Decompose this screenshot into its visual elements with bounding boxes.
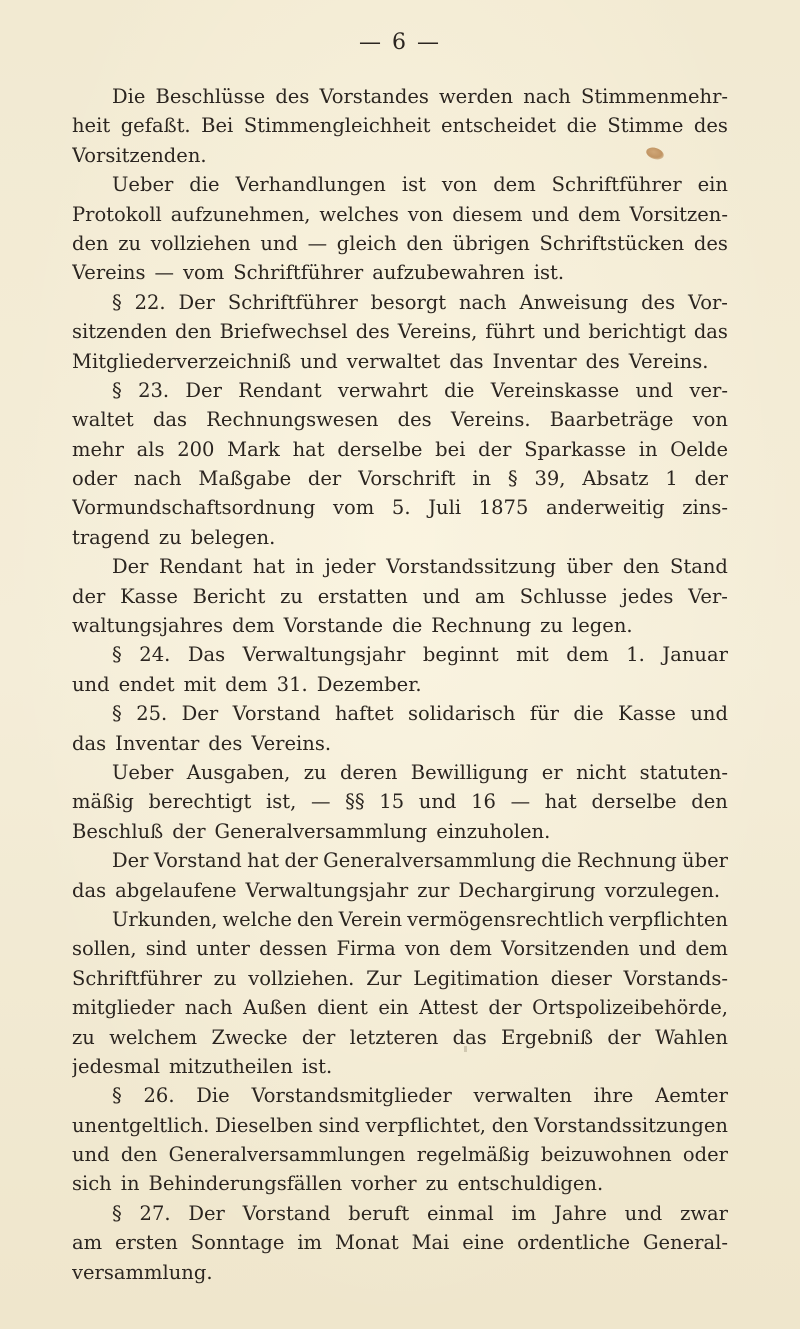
text-line: mitglieder nach Außen dient ein Attest der Ortspolizeibehörde, [72, 996, 728, 1020]
text-line: das abgelaufene Verwaltungsjahr zur Dechargirung vorzulegen. [72, 878, 721, 902]
text-line: Beschluß der Generalversammlung einzuholen. [72, 819, 551, 843]
paragraph [72, 640, 728, 699]
text-line: mäßig berechtigt ist, — §§ 15 und 16 — hat derselbe den [72, 790, 728, 814]
text-line: versammlung. [72, 1260, 213, 1284]
text-line: am ersten Sonntage im Monat Mai eine ordentliche General- [72, 1231, 728, 1255]
text-line: Ueber Ausgaben, zu deren Bewilligung er nicht statuten- [112, 760, 728, 784]
paragraph [72, 376, 728, 552]
text-line: Schriftführer zu vollziehen. Zur Legitimation dieser Vorstands- [72, 966, 728, 990]
paragraph [72, 758, 728, 846]
body-text [72, 82, 728, 1287]
text-line: Ueber die Verhandlungen ist von dem Schriftführer ein [112, 173, 728, 197]
text-line: § 25. Der Vorstand haftet solidarisch für die Kasse und [112, 702, 728, 726]
paragraph [72, 1081, 728, 1199]
paragraph [72, 288, 728, 376]
paragraph [72, 552, 728, 640]
text-line: Mitgliederverzeichniß und verwaltet das Inventar des Vereins. [72, 349, 709, 373]
paragraph [72, 82, 728, 170]
text-line: Vereins — vom Schriftführer aufzubewahren ist. [72, 261, 565, 285]
text-line: sitzenden den Briefwechsel des Vereins, führt und berichtigt das [72, 320, 728, 344]
text-line: Der Rendant hat in jeder Vorstandssitzung über den Stand [112, 555, 728, 579]
paragraph [72, 170, 728, 288]
text-line: § 27. Der Vorstand beruft einmal im Jahre und zwar [112, 1201, 728, 1225]
text-line: das Inventar des Vereins. [72, 731, 332, 755]
text-line: und den Generalversammlungen regelmäßig beizuwohnen oder [72, 1143, 728, 1167]
text-line: sollen, sind unter dessen Firma von dem Vorsitzenden und dem [72, 937, 728, 961]
text-line: der Kasse Bericht zu erstatten und am Schlusse jedes Ver- [72, 584, 728, 608]
text-line: tragend zu belegen. [72, 525, 276, 549]
text-line: Protokoll aufzunehmen, welches von diesem und dem Vorsitzen- [72, 202, 728, 226]
paragraph [72, 846, 728, 905]
text-line: § 22. Der Schriftführer besorgt nach Anweisung des Vor- [112, 290, 728, 314]
text-line: § 26. Die Vorstandsmitglieder verwalten ihre Aemter [112, 1084, 728, 1108]
text-line: § 24. Das Verwaltungsjahr beginnt mit dem 1. Januar [112, 643, 728, 667]
text-line: Die Beschlüsse des Vorstandes werden nach Stimmenmehr- [112, 85, 728, 108]
text-line: oder nach Maßgabe der Vorschrift in § 39, Absatz 1 der [72, 467, 728, 491]
text-line: sich in Behinderungsfällen vorher zu entschuldigen. [72, 1172, 604, 1196]
text-line: Der Vorstand hat der Generalversammlung die Rechnung über [112, 849, 728, 873]
text-line: Vorsitzenden. [72, 143, 207, 167]
text-line: mehr als 200 Mark hat derselbe bei der Sparkasse in Oelde [72, 437, 728, 461]
text-line: § 23. Der Rendant verwahrt die Vereinskasse und ver- [112, 378, 728, 402]
text-line: Vormundschaftsordnung vom 5. Juli 1875 anderweitig zins- [72, 496, 728, 520]
text-line: heit gefaßt. Bei Stimmengleichheit entscheidet die Stimme des [72, 114, 728, 138]
text-line: jedesmal mitzutheilen ist. [72, 1054, 333, 1078]
paragraph [72, 699, 728, 758]
text-line: zu welchem Zwecke der letzteren das Ergebniß der Wahlen [72, 1025, 728, 1049]
text-line: und endet mit dem 31. Dezember. [72, 672, 422, 696]
page-number: — 6 — [359, 30, 441, 55]
paragraph [72, 905, 728, 1081]
text-line: Urkunden, welche den Verein vermögensrechtlich verpflichten [112, 907, 728, 931]
text-line: unentgeltlich. Dieselben sind verpflichtet, den Vorstandssitzungen [72, 1113, 728, 1137]
text-line: den zu vollziehen und — gleich den übrigen Schriftstücken des [72, 231, 728, 255]
text-line: waltet das Rechnungswesen des Vereins. Baarbeträge von [72, 408, 728, 432]
text-line: waltungsjahres dem Vorstande die Rechnung zu legen. [72, 614, 633, 638]
paragraph [72, 1199, 728, 1287]
